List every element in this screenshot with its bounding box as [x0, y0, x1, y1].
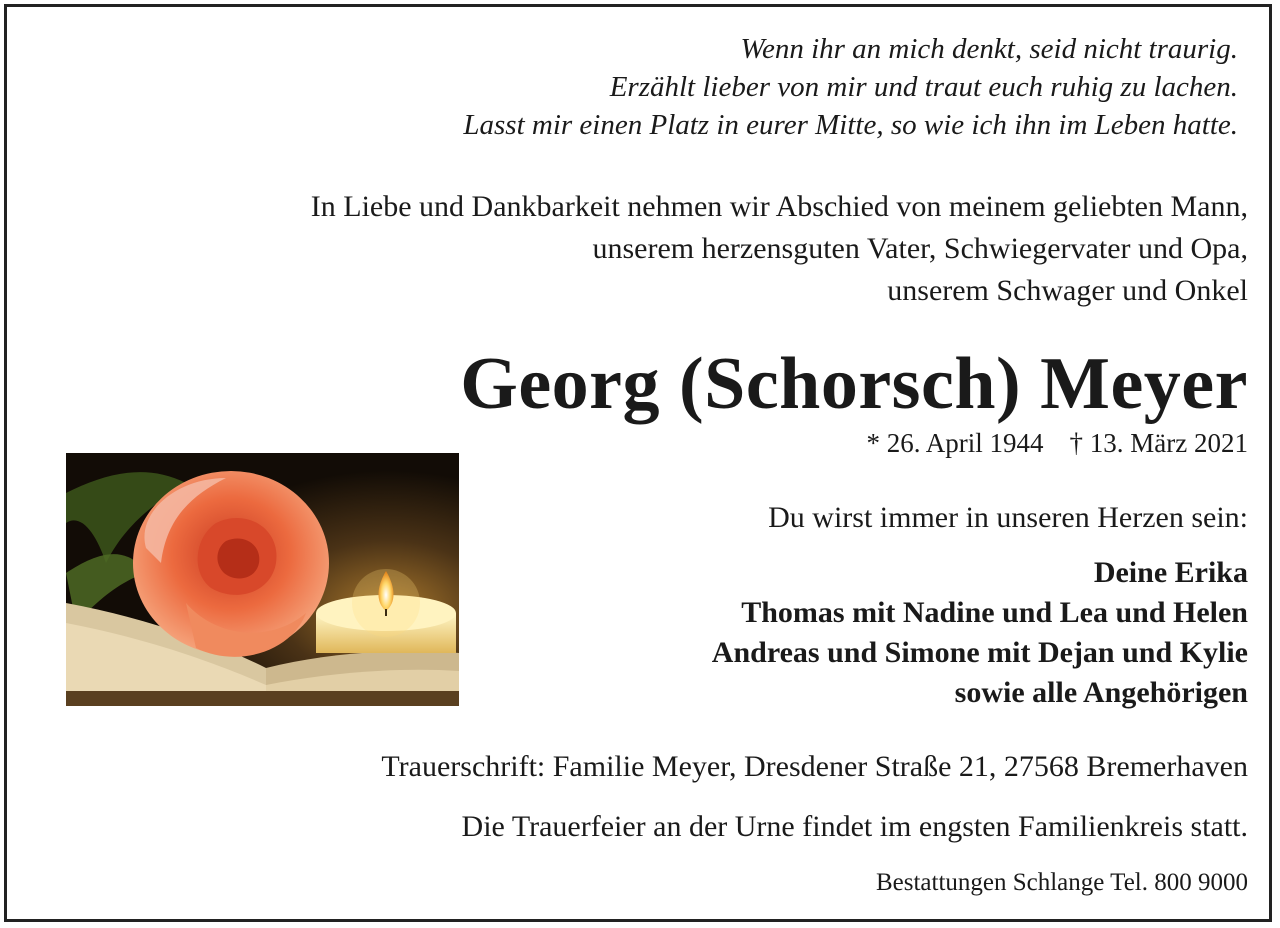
poem-quote	[463, 30, 1238, 144]
death-date: † 13. März 2021	[1069, 428, 1248, 458]
undertaker-contact: Bestattungen Schlange Tel. 800 9000	[875, 869, 1248, 896]
poem-line: Lasst mir einen Platz in eurer Mitte, so wie ich ihn im Leben hatte.	[463, 109, 1238, 141]
ceremony-note: Die Trauerfeier an der Urne findet im engsten Familienkreis statt.	[461, 810, 1248, 843]
mourner-entry: Thomas mit Nadine und Lea und Helen	[741, 596, 1248, 629]
life-dates	[867, 427, 1248, 459]
poem-line: Wenn ihr an mich denkt, seid nicht traurig.	[740, 33, 1238, 65]
mourner-entry: sowie alle Angehörigen	[954, 676, 1248, 709]
deceased-name: Georg (Schorsch) Meyer	[460, 343, 1248, 425]
mourner-entry: Deine Erika	[1093, 556, 1248, 589]
mourner-entry: Andreas und Simone mit Dejan und Kylie	[711, 636, 1248, 669]
rose-candle-image	[66, 453, 459, 706]
intro-line: In Liebe und Dankbarkeit nehmen wir Abschied von meinem geliebten Mann,	[310, 190, 1248, 223]
rose-candle-photo	[66, 453, 459, 706]
intro-line: unserem Schwager und Onkel	[887, 274, 1248, 307]
intro-line: unserem herzensguten Vater, Schwiegervater und Opa,	[592, 232, 1248, 265]
intro-text	[311, 186, 1248, 312]
poem-line: Erzählt lieber von mir und traut euch ruhig zu lachen.	[609, 71, 1238, 103]
mourners-list	[712, 553, 1248, 713]
birth-date: * 26. April 1944	[866, 428, 1044, 458]
condolence-address: Trauerschrift: Familie Meyer, Dresdener Straße 21, 27568 Bremerhaven	[381, 750, 1248, 783]
farewell-line: Du wirst immer in unseren Herzen sein:	[768, 501, 1248, 534]
